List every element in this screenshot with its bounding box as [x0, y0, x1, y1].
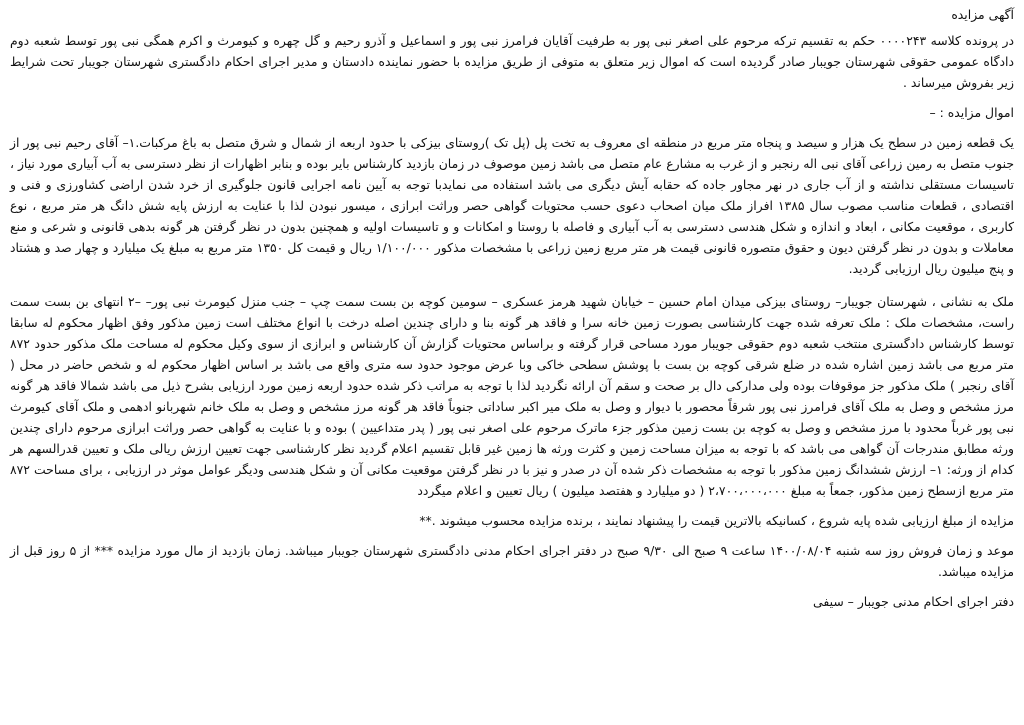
assets-heading: اموال مزایده : – — [929, 105, 1014, 120]
asset-item-land: یک قطعه زمین در سطح یک هزار و سیصد و پنجاه متر مربع در منطقه ای معروف به تخت پل (پل تک )روستای بیزکی با حدود اربعه از شمال و شرق متصل به باغ مرکبات.۱– آقای رحیم نبی پور از جنوب متصل به رمین زراعی آقای نبی اله رنجبر و از غرب به مشارع عام متصل می باشد زمین موصوف در زمان بازدید کارشناس بایر بوده و بنابر اظهارات از نظر دسترسی به آب آبیاری مورد نیاز ، تاسیسات مستقلی نداشته و از آب جاری در نهر مجاور جاده که حقابه آیش دیگری می باشد استفاده می نمایدبا توجه به آیین نامه اجرایی قانون جلوگیری از خرد شدن اراضی کشاورزی و فنی و اقتصادی ، قطعات مناسب مصوب سال ۱۳۸۵ افراز ملک میان اصحاب دعوی حسب محتویات گواهی حصر وراثت ابرازی ، میسور نبودن لذا با عنایت به ارزش پایه شش دانگ هر متر مربع ، نوع کاربری ، موقعیت مکانی ، ابعاد و اندازه و شکل هندسی دسترسی به آب آبیاری و فاصله با روستا و امکانات و و تاسیسات اولیه و همچنین بدون در نظر گرفتن هر گونه بدهی قانونی و شرعی و منع معاملات و بدون در نظر گرفتن دیون و حقوق متصوره قانونی قیمت هر متر مربع زمین زراعی با مشخصات مذکور ۱/۱۰۰/۰۰۰ ریال و قیمت کل ۱۳۵۰ متر مربع به مبلغ یک میلیارد و چهار صد و هشتاد و پنج میلیون ریال ارزیابی گردید. — [10, 135, 1014, 276]
notice-title: آگهی مزایده — [951, 7, 1014, 22]
auction-condition: مزایده از مبلغ ارزیابی شده پایه شروع ، کسانیکه بالاترین قیمت را پیشنهاد نمایند ، برنده مزایده محسوب میشوند .** — [419, 513, 1014, 528]
auction-schedule: موعد و زمان فروش روز سه شنبه ۱۴۰۰/۰۸/۰۴ ساعت ۹ صبح الی ۹/۳۰ صبح در دفتر اجرای احکام مدنی دادگستری شهرستان جویبار میباشد. زمان بازدید از مال مورد مزایده *** از ۵ روز قبل از مزایده میباشد. — [10, 543, 1014, 579]
asset-item-property: ملک به نشانی ، شهرستان جویبار– روستای بیزکی میدان امام حسین – خیابان شهید هرمز عسکری – سومین کوچه بن بست سمت چپ – جنب منزل کیومرث نبی پور– –۲ انتهای بن بست سمت راست، مشخصات ملک : ملک تعرفه شده جهت کارشناسی بصورت زمین خانه سرا و فاقد هر گونه بنا و دارای چندین اصله درخت با انواع مختلف است زمین مذکور وفق اظهار محکوم له سابقا توسط کارشناس دادگستری منتخب شعبه دوم حقوقی جویبار مورد مساحی قرار گرفته و براساس محتویات گزارش آن کارشناس و ابرازی از سوی وکیل محکوم له مساحت ملک مذکور حدود ۸۷۲ متر مربع می باشد زمین اشاره شده در ضلع شرقی کوچه بن بست با پوشش سطحی خاکی وبا عرض موجود حدود سه متری واقع می باشد بر اساس اظهار محکوم له و شخص حاضر در محل ( آقای رنجبر ) ملک مذکور جز موقوفات بوده ولی مدارکی دال بر صحت و سقم آن ارائه نگردید لذا با توجه به مراتب ذکر شده حدود اربعه زمین مورد ارزیابی بشرح ذیل می باشد شمالا فاقد هر گونه مرز مشخص و وصل به ملک آقای فرامرز نبی پور شرقاً محصور با دیوار و وصل به ملک میر اکبر ساداتی جنوباً فاقد هر گونه مرز مشخص و وصل به ملک خانم شهربانو ادهمی و ملک آقای کیومرث نبی پور غرباً محدود با مرز مشخص و وصل به کوچه بن بست زمین مذکور جزء ماترک مرحوم علی اصغر نبی پور ( پدر متداعیین ) بوده و با عنایت به گواهی حصر وراثت ابرازی مرحوم دارای چندین ورثه مطابق مندرجات آن گواهی می باشد که با توجه به میزان مساحت زمین و کثرت ورثه ها زمین غیر قابل تقسیم اعلام گردید نظر کارشناسی جهت تعیین ارزش ریالی ملک و تعیین قدرالسهم هر کدام از ورثه: ۱– ارزش ششدانگ زمین مذکور با توجه به مشخصات ذکر شده آن در صدر و نیز با در نظر گرفتن موقعیت مکانی آن و شکل هندسی ودیگر عوامل موثر در ارزیابی ، برای مساحت ۸۷۲ متر مربع ازسطح زمین مذکور، جمعاً به مبلغ ۲،۷۰۰،۰۰۰،۰۰۰ ( دو میلیارد و هفتصد میلیون ) ریال تعیین و اعلام میگردد — [10, 294, 1014, 498]
notice-signature: دفتر اجرای احکام مدنی جویبار – سیفی — [813, 594, 1014, 609]
notice-intro: در پرونده کلاسه ۰۰۰۰۲۴۳ حکم به تقسیم ترکه مرحوم علی اصغر نبی پور به طرفیت آقایان فرامرز نبی پور و اسماعیل و آذرو رحیم و گل چهره و کیومرث و اکرم همگی نبی پور توسط شعبه دوم دادگاه عمومی حقوقی شهرستان جویبار صادر گردیده است که اموال زیر متعلق به متوفی از طریق مزایده با حضور نماینده دادستان و مدیر اجرای احکام دادگستری شهرستان جویبار تحت شرایط زیر بفروش میرساند . — [10, 33, 1014, 90]
